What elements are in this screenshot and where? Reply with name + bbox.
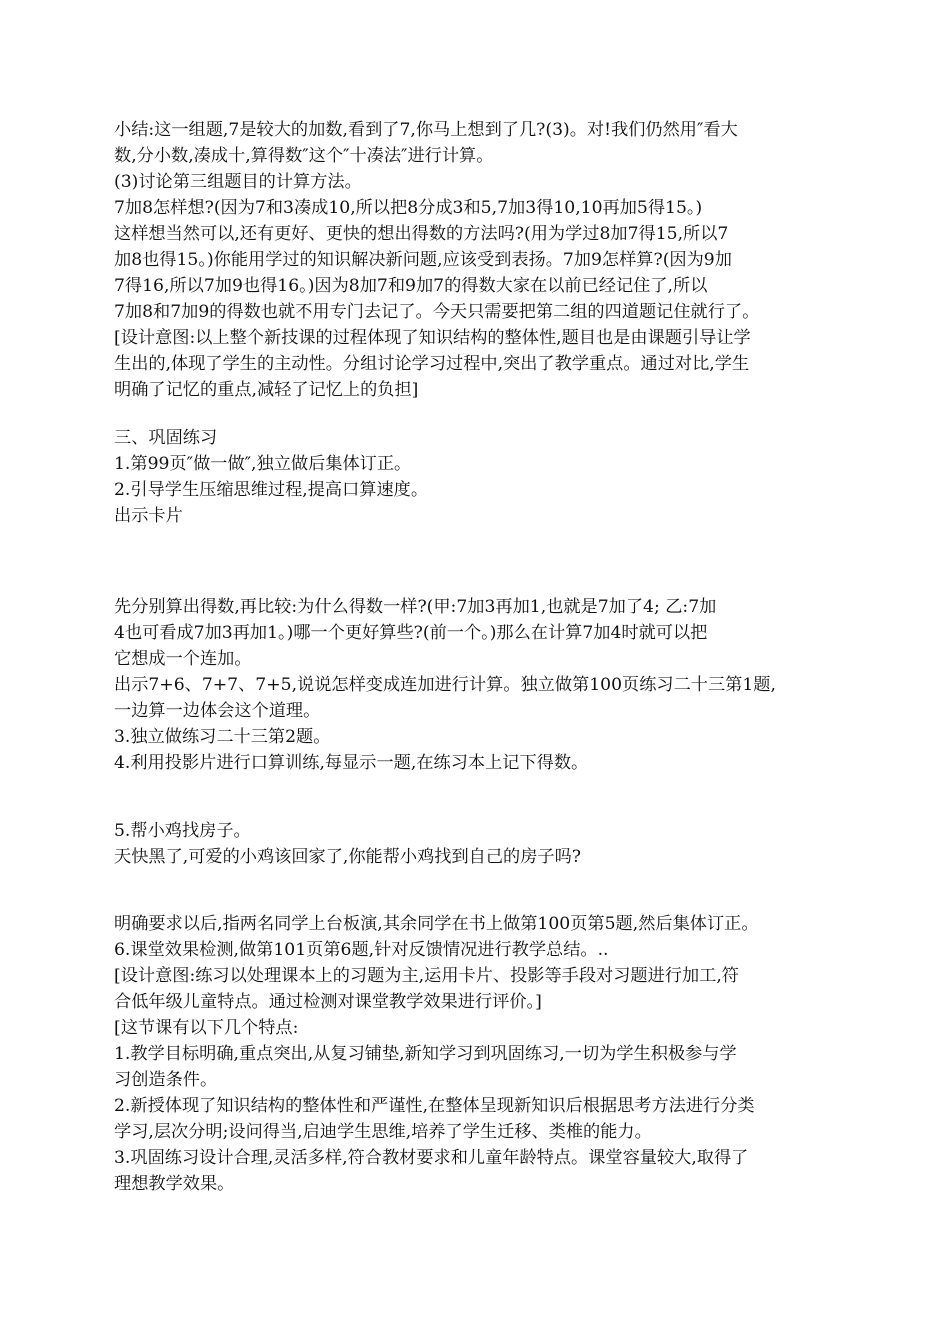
text-line: 生出的,体现了学生的主动性。分组讨论学习过程中,突出了教学重点。通过对比,学生	[114, 354, 750, 374]
text-line: 出示7+6、7+7、7+5,说说怎样变成连加进行计算。独立做第100页练习二十三第1题,	[114, 675, 776, 695]
text-line: 明确要求以后,指两名同学上台板演,其余同学在书上做第100页第5题,然后集体订正。	[114, 914, 759, 934]
text-line: 7加8和7加9的得数也就不用专门去记了。今天只需要把第二组的四道题记住就行了。	[114, 302, 760, 322]
text-line: (3)讨论第三组题目的计算方法。	[114, 172, 362, 192]
text-line: 学习,层次分明;设问得当,启迪学生思维,培养了学生迁移、类椎的能力。	[114, 1122, 652, 1142]
document-page	[114, 0, 844, 1344]
text-line: 3.独立做练习二十三第2题。	[114, 727, 331, 747]
text-line: 加8也得15。)你能用学过的知识解决新问题,应该受到表扬。7加9怎样算?(因为9加	[114, 250, 732, 270]
text-line: 2.新授体现了知识结构的整体性和严谨性,在整体呈现新知识后根据思考方法进行分类	[114, 1096, 755, 1116]
conclusion-section	[114, 911, 844, 1197]
text-line: 1.教学目标明确,重点突出,从复习铺垫,新知学习到巩固练习,一切为学生积极参与学	[114, 1044, 737, 1064]
text-line: 小结:这一组题,7是较大的加数,看到了7,你马上想到了几?(3)。对!我们仍然用″看大	[114, 120, 738, 140]
text-line: 3.巩固练习设计合理,灵活多样,符合教材要求和儿童年龄特点。课堂容量较大,取得了	[114, 1148, 749, 1168]
practice-section	[114, 425, 844, 529]
text-line: 合低年级儿童特点。通过检测对课堂教学效果进行评价。]	[114, 992, 542, 1012]
text-line: 一边算一边体会这个道理。	[114, 701, 321, 721]
text-line: 天快黑了,可爱的小鸡该回家了,你能帮小鸡找到自己的房子吗?	[114, 847, 582, 867]
text-line: [设计意图:练习以处理课本上的习题为主,运用卡片、投影等手段对习题进行加工,符	[114, 966, 739, 986]
text-line: 7加8怎样想?(因为7和3凑成10,所以把8分成3和5,7加3得10,10再加5得15。)	[114, 198, 703, 218]
section-heading: 三、巩固练习	[114, 428, 218, 448]
text-line: 理想教学效果。	[114, 1174, 235, 1194]
text-line: 4也可看成7加3再加1。)哪一个更好算些?(前一个。)那么在计算7加4时就可以把	[114, 623, 708, 643]
text-line: [这节课有以下几个特点:	[114, 1018, 299, 1038]
chick-house-section	[114, 818, 844, 870]
text-line: 1.第99页″做一做″,独立做后集体订正。	[114, 454, 412, 474]
text-line: [设计意图:以上整个新技课的过程体现了知识结构的整体性,题目也是由课题引导让学	[114, 328, 751, 348]
text-line: 出示卡片	[114, 506, 183, 526]
comparison-section	[114, 594, 844, 776]
text-line: 明确了记忆的重点,减轻了记忆上的负担]	[114, 380, 419, 400]
text-line: 5.帮小鸡找房子。	[114, 821, 251, 841]
text-line: 7得16,所以7加9也得16。)因为8加7和9加7的得数大家在以前已经记住了,所以	[114, 276, 708, 296]
text-line: 4.利用投影片进行口算训练,每显示一题,在练习本上记下得数。	[114, 753, 589, 773]
text-line: 习创造条件。	[114, 1070, 218, 1090]
text-line: 这样想当然可以,还有更好、更快的想出得数的方法吗?(用为学过8加7得15,所以7	[114, 224, 729, 244]
text-line: 2.引导学生压缩思维过程,提高口算速度。	[114, 480, 429, 500]
text-line: 数,分小数,凑成十,算得数″这个″十凑法″进行计算。	[114, 146, 494, 166]
text-line: 它想成一个连加。	[114, 649, 252, 669]
summary-section	[114, 117, 844, 403]
text-line: 先分别算出得数,再比较:为什么得数一样?(甲:7加3再加1,也就是7加了4; 乙:7加	[114, 597, 717, 617]
text-line: 6.课堂效果检测,做第101页第6题,针对反馈情况进行教学总结。..	[114, 940, 609, 960]
